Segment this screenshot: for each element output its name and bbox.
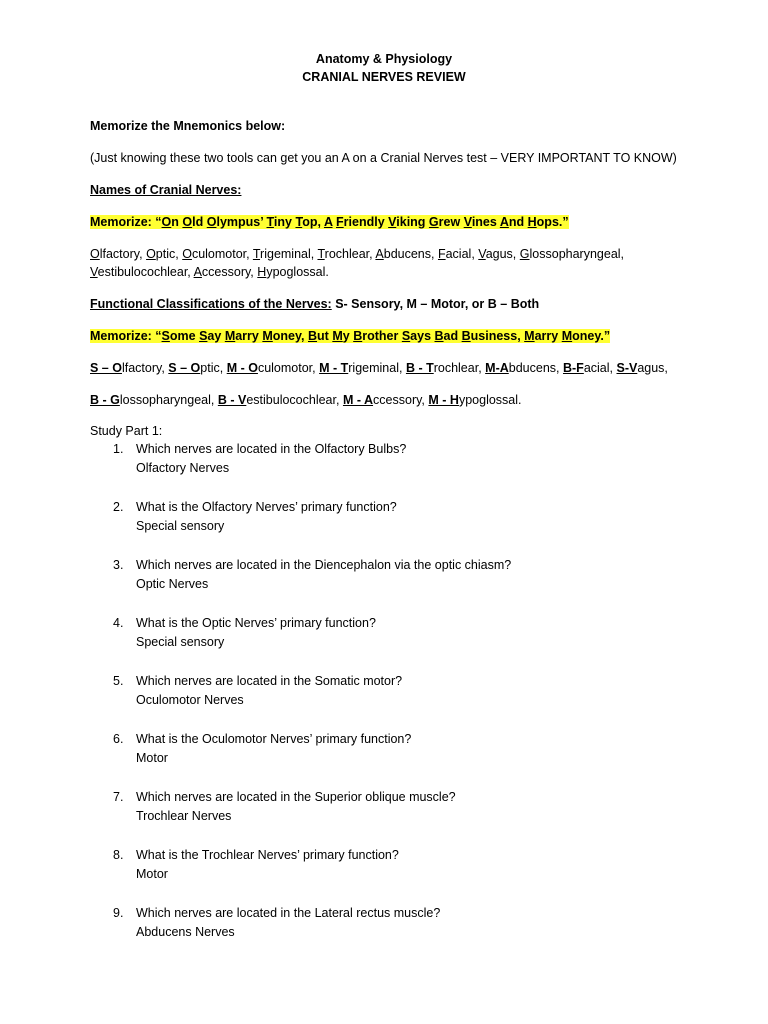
mnemonic-word: [435, 329, 459, 343]
course-title: Anatomy & Physiology: [315, 52, 453, 66]
question-answer: Abducens Nerves: [136, 925, 235, 939]
mnemonic-word: [162, 215, 179, 229]
classification-code: M-A: [485, 361, 509, 375]
mnemonic-word: [324, 215, 333, 229]
nerve-initial: O: [182, 247, 192, 261]
mnemonic-initial: H: [527, 215, 537, 229]
nerve-rest: agus,: [485, 247, 517, 261]
nerve-initial: H: [257, 265, 267, 279]
classification-rest: ptic,: [200, 361, 224, 375]
mnemonic-suffix: ”: [562, 215, 569, 229]
nerve-initial: F: [437, 247, 446, 261]
nerve-rest: estibulocochlear,: [97, 265, 191, 279]
classification-code: S-V: [616, 361, 638, 375]
mnemonic-word: [528, 215, 563, 229]
nerve-rest: rochlear,: [324, 247, 373, 261]
question-text: Which nerves are located in the Lateral rectus muscle?: [136, 906, 441, 920]
functional-mnemonic-highlight: [90, 329, 610, 343]
mnemonic-word: [464, 215, 497, 229]
mnemonic-rest: ay: [207, 329, 222, 343]
classification-code: B - T: [405, 361, 434, 375]
classification-code: B - G: [90, 393, 120, 407]
question-text: What is the Olfactory Nerves’ primary function?: [136, 500, 397, 514]
mnemonic-word: [462, 329, 521, 343]
classification-code: M - T: [319, 361, 349, 375]
mnemonic-word: [336, 215, 385, 229]
question-number: 5.: [113, 674, 124, 688]
classification-code: M - H: [428, 393, 459, 407]
question-answer: Motor: [136, 867, 168, 881]
question-number: 7.: [113, 790, 124, 804]
question-answer: Optic Nerves: [136, 577, 209, 591]
mnemonic-initial: A: [323, 215, 333, 229]
nerve-rest: lossopharyngeal,: [529, 247, 625, 261]
question-text: Which nerves are located in the Somatic motor?: [136, 674, 403, 688]
mnemonic-word: [402, 329, 431, 343]
mnemonic-word: [199, 329, 221, 343]
nerve-rest: ptic,: [155, 247, 179, 261]
nerve-initial: G: [519, 247, 530, 261]
question-answer: Motor: [136, 751, 168, 765]
mnemonic-rest: arry: [534, 329, 559, 343]
classification-rest: lfactory,: [121, 361, 165, 375]
nerve-initial: A: [193, 265, 202, 279]
mnemonic-rest: iny: [273, 215, 292, 229]
mnemonic-initial: B: [461, 329, 471, 343]
mnemonic-initial: T: [266, 215, 274, 229]
mnemonic-initial: M: [224, 329, 236, 343]
nerve-rest: culomotor,: [191, 247, 250, 261]
names-heading: Names of Cranial Nerves:: [90, 183, 242, 197]
classification-rest: ypoglossal.: [458, 393, 522, 407]
mnemonic-initial: M: [524, 329, 535, 343]
mnemonic-word: [332, 329, 349, 343]
nerve-initial: T: [317, 247, 325, 261]
mnemonic-initial: B: [353, 329, 363, 343]
mnemonic-initial: M: [332, 329, 343, 343]
mnemonic-initial: M: [561, 329, 573, 343]
classification-code: B - V: [217, 393, 247, 407]
classification-rest: lossopharyngeal,: [119, 393, 215, 407]
question-answer: Special sensory: [136, 519, 225, 533]
question-text: Which nerves are located in the Diencephalon via the optic chiasm?: [136, 558, 512, 572]
functional-heading-suffix: S- Sensory, M – Motor, or B – Both: [335, 297, 540, 311]
study-heading: Study Part 1:: [90, 424, 163, 438]
mnemonic-initial: V: [388, 215, 397, 229]
classification-code: S – O: [90, 361, 122, 375]
question-number: 9.: [113, 906, 124, 920]
mnemonic-initial: G: [428, 215, 439, 229]
intro-note: (Just knowing these two tools can get you an A on a Cranial Nerves test – VERY IMPORTANT TO KNOW): [90, 151, 677, 165]
mnemonic-initial: M: [262, 329, 273, 343]
names-mnemonic-highlight: [90, 215, 569, 229]
mnemonic-rest: oney,: [272, 329, 305, 343]
nerve-initial: V: [478, 247, 486, 261]
mnemonic-suffix: ”: [603, 329, 611, 343]
classification-rest: culomotor,: [257, 361, 316, 375]
classification-rest: ccessory,: [373, 393, 425, 407]
question-answer: Trochlear Nerves: [136, 809, 232, 823]
classification-rest: estibulocochlear,: [246, 393, 340, 407]
classification-code: S – O: [168, 361, 201, 375]
mnemonic-word: [262, 329, 304, 343]
nerve-initial: V: [90, 265, 98, 279]
nerve-names-line-1: [90, 246, 624, 262]
question-number: 1.: [113, 442, 124, 456]
question-number: 4.: [113, 616, 124, 630]
mnemonic-rest: ad: [443, 329, 459, 343]
mnemonic-rest: riendly: [343, 215, 385, 229]
mnemonic-rest: ld: [192, 215, 204, 229]
nerve-rest: ccessory,: [201, 265, 254, 279]
question-text: What is the Optic Nerves’ primary function?: [136, 616, 376, 630]
mnemonic-word: [388, 215, 425, 229]
mnemonic-rest: usiness,: [470, 329, 521, 343]
question-text: What is the Trochlear Nerves’ primary function?: [136, 848, 399, 862]
mnemonic-initial: O: [182, 215, 193, 229]
classification-code: M - A: [342, 393, 374, 407]
mnemonic-rest: lympus’: [216, 215, 264, 229]
mnemonic-rest: y: [342, 329, 350, 343]
mnemonic-word: [524, 329, 558, 343]
mnemonic-initial: F: [336, 215, 344, 229]
question-number: 3.: [113, 558, 124, 572]
mnemonic-rest: rother: [362, 329, 399, 343]
mnemonic-word: [562, 329, 604, 343]
nerve-names-line-2: [90, 264, 329, 280]
mnemonic-initial: B: [434, 329, 444, 343]
mnemonic-rest: ut: [317, 329, 329, 343]
question-answer: Special sensory: [136, 635, 225, 649]
functional-heading: Functional Classifications of the Nerves:: [90, 297, 332, 311]
nerve-rest: bducens,: [383, 247, 435, 261]
mnemonic-word: [429, 215, 460, 229]
mnemonic-rest: nd: [508, 215, 525, 229]
mnemonic-rest: ines: [471, 215, 497, 229]
question-answer: Oculomotor Nerves: [136, 693, 244, 707]
page-title: CRANIAL NERVES REVIEW: [302, 70, 466, 84]
classification-rest: rochlear,: [433, 361, 482, 375]
mnemonic-word: [308, 329, 329, 343]
classification-rest: rigeminal,: [348, 361, 403, 375]
mnemonic-initial: S: [401, 329, 411, 343]
mnemonic-rest: ays: [410, 329, 432, 343]
mnemonic-word: [182, 215, 203, 229]
mnemonic-initial: S: [199, 329, 208, 343]
mnemonic-rest: iking: [396, 215, 426, 229]
classification-line-1: [90, 360, 668, 376]
nerve-initial: O: [90, 247, 100, 261]
mnemonic-word: [295, 215, 320, 229]
names-mnemonic: [90, 214, 569, 230]
mnemonic-word: [162, 329, 196, 343]
mnemonic-word: [267, 215, 292, 229]
nerve-rest: rigeminal,: [260, 247, 315, 261]
mnemonic-rest: arry: [235, 329, 259, 343]
functional-heading-line: [90, 296, 539, 312]
mnemonic-word: [207, 215, 263, 229]
mnemonic-initial: O: [206, 215, 217, 229]
mnemonic-prefix: Memorize: “: [90, 215, 162, 229]
mnemonic-rest: op,: [302, 215, 321, 229]
nerve-rest: ypoglossal.: [266, 265, 329, 279]
mnemonic-word: [353, 329, 398, 343]
question-text: Which nerves are located in the Olfactory Bulbs?: [136, 442, 407, 456]
functional-mnemonic: [90, 328, 610, 344]
nerve-initial: O: [146, 247, 156, 261]
mnemonic-rest: oney.: [572, 329, 604, 343]
classification-code: M - O: [226, 361, 258, 375]
nerve-initial: A: [375, 247, 384, 261]
classification-line-2: [90, 392, 522, 408]
nerve-initial: T: [252, 247, 261, 261]
mnemonic-rest: n: [171, 215, 179, 229]
classification-rest: agus,: [637, 361, 668, 375]
mnemonic-word: [500, 215, 524, 229]
mnemonic-rest: ome: [169, 329, 196, 343]
classification-code: B-F: [562, 361, 584, 375]
mnemonic-initial: T: [295, 215, 303, 229]
intro-heading: Memorize the Mnemonics below:: [90, 119, 286, 133]
question-text: What is the Oculomotor Nerves’ primary function?: [136, 732, 412, 746]
nerve-rest: lfactory,: [99, 247, 143, 261]
mnemonic-initial: S: [161, 329, 170, 343]
classification-rest: acial,: [583, 361, 613, 375]
question-number: 8.: [113, 848, 124, 862]
mnemonic-word: [225, 329, 259, 343]
question-text: Which nerves are located in the Superior oblique muscle?: [136, 790, 456, 804]
mnemonic-initial: V: [463, 215, 472, 229]
mnemonic-initial: B: [308, 329, 318, 343]
mnemonic-rest: ops.: [536, 215, 563, 229]
classification-rest: bducens,: [508, 361, 560, 375]
question-number: 6.: [113, 732, 124, 746]
mnemonic-initial: A: [499, 215, 509, 229]
question-number: 2.: [113, 500, 124, 514]
question-answer: Olfactory Nerves: [136, 461, 230, 475]
mnemonic-rest: rew: [438, 215, 461, 229]
mnemonic-prefix: Memorize: “: [90, 329, 162, 343]
mnemonic-initial: O: [161, 215, 172, 229]
nerve-rest: acial,: [445, 247, 475, 261]
